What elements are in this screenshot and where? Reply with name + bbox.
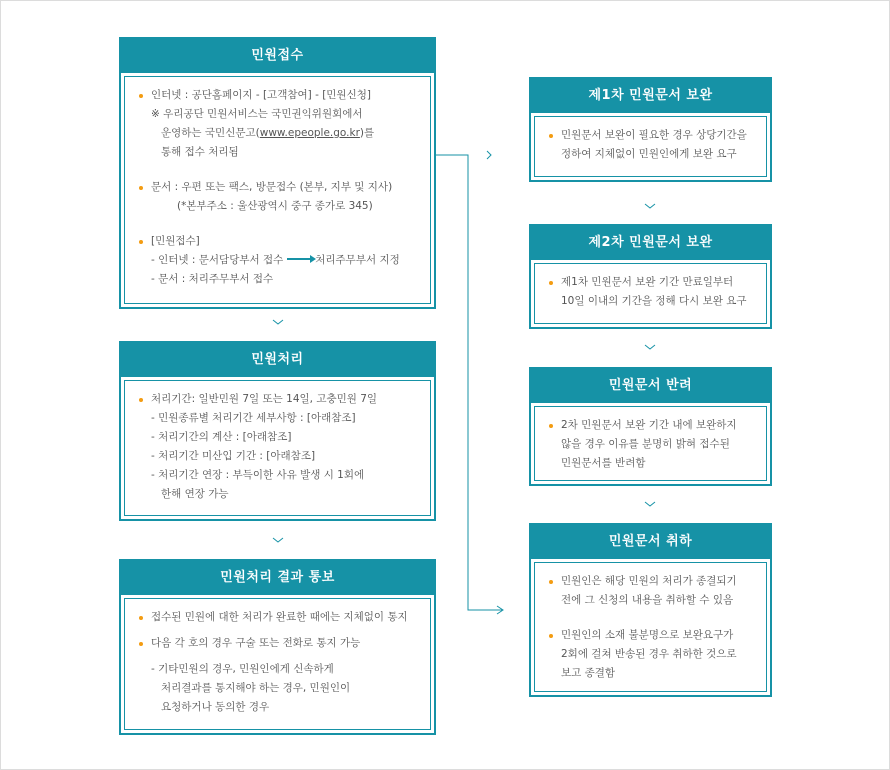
supplement2-box <box>529 224 772 329</box>
reception-address: (*본부주소 : 울산광역시 중구 종가로 345) <box>177 200 373 212</box>
withdraw-item-1-cont: 전에 그 신청의 내용을 취하할 수 있음 <box>561 594 734 606</box>
reception-bracket: [민원접수] <box>137 232 420 251</box>
return-box <box>529 367 772 486</box>
processing-item: - 민원종류별 처리기간 세부사항 : [아래참조] <box>151 412 356 424</box>
supplement2-line: 제1차 민원문서 보완 기간 만료일부터 <box>547 273 756 292</box>
reception-internet: 인터넷 : 공단홈페이지 - [고객참여] - [민원신청] <box>137 86 420 105</box>
supplement1-line: 민원문서 보완이 필요한 경우 상당기간을 <box>547 126 756 145</box>
withdraw-item-1: 민원인은 해당 민원의 처리가 종결되기 <box>547 572 756 591</box>
result-sub: - 기타민원의 경우, 민원인에게 신속하게 <box>151 663 334 675</box>
result-box <box>119 559 436 735</box>
processing-box <box>119 341 436 521</box>
result-sub: 처리결과를 통지해야 하는 경우, 민원인이 <box>161 682 351 694</box>
reception-note-3: 통해 접수 처리됨 <box>161 146 239 158</box>
processing-extend-cont: 한해 연장 가능 <box>161 488 229 500</box>
supplement1-box <box>529 77 772 182</box>
arrow-right-icon <box>287 258 311 260</box>
supplement1-title: 제1차 민원문서 보완 <box>529 77 772 114</box>
return-line: 않을 경우 이유를 분명히 밝혀 접수된 <box>561 438 730 450</box>
processing-item: - 처리기간 연장 : 부득이한 사유 발생 시 1회에 <box>151 469 365 481</box>
reception-flow: - 인터넷 : 문서담당부서 접수 처리주무부서 지정 <box>151 254 400 266</box>
epeople-link[interactable]: www.epeople.go.kr <box>259 127 360 139</box>
reception-box <box>119 37 436 309</box>
reception-document: 문서 : 우편 또는 팩스, 방문접수 (본부, 지부 및 지사) <box>137 178 420 197</box>
return-line: 2차 민원문서 보완 기간 내에 보완하지 <box>547 416 756 435</box>
withdraw-item-2: 민원인의 소재 불분명으로 보완요구가 <box>547 626 756 645</box>
reception-flow-doc: - 문서 : 처리주무부서 접수 <box>151 273 274 285</box>
reception-note-1: ※ 우리공단 민원서비스는 국민권익위원회에서 <box>151 108 363 120</box>
result-item-2: 다음 각 호의 경우 구술 또는 전화로 통지 가능 <box>137 634 420 653</box>
reception-title: 민원접수 <box>119 37 436 74</box>
processing-period: 처리기간: 일반민원 7일 또는 14일, 고충민원 7일 <box>137 390 420 409</box>
processing-item: - 처리기간의 계산 : [아래참조] <box>151 431 292 443</box>
withdraw-item-2-cont: 보고 종결함 <box>561 667 616 679</box>
return-title: 민원문서 반려 <box>529 367 772 404</box>
processing-title: 민원처리 <box>119 341 436 378</box>
return-line: 민원문서를 반려함 <box>561 457 646 469</box>
result-title: 민원처리 결과 통보 <box>119 559 436 596</box>
supplement2-title: 제2차 민원문서 보완 <box>529 224 772 261</box>
result-item-1: 접수된 민원에 대한 처리가 완료한 때에는 지체없이 통지 <box>137 608 420 627</box>
supplement1-line: 정하여 지체없이 민원인에게 보완 요구 <box>561 148 737 160</box>
withdraw-box <box>529 523 772 697</box>
supplement2-line: 10일 이내의 기간을 정해 다시 보완 요구 <box>561 295 747 307</box>
processing-item: - 처리기간 미산입 기간 : [아래참조] <box>151 450 316 462</box>
withdraw-title: 민원문서 취하 <box>529 523 772 560</box>
result-sub: 요청하거나 동의한 경우 <box>161 701 270 713</box>
withdraw-item-2-cont: 2회에 걸쳐 반송된 경우 취하한 것으로 <box>561 648 737 660</box>
reception-note-2: 운영하는 국민신문고(www.epeople.go.kr)를 <box>161 127 375 139</box>
